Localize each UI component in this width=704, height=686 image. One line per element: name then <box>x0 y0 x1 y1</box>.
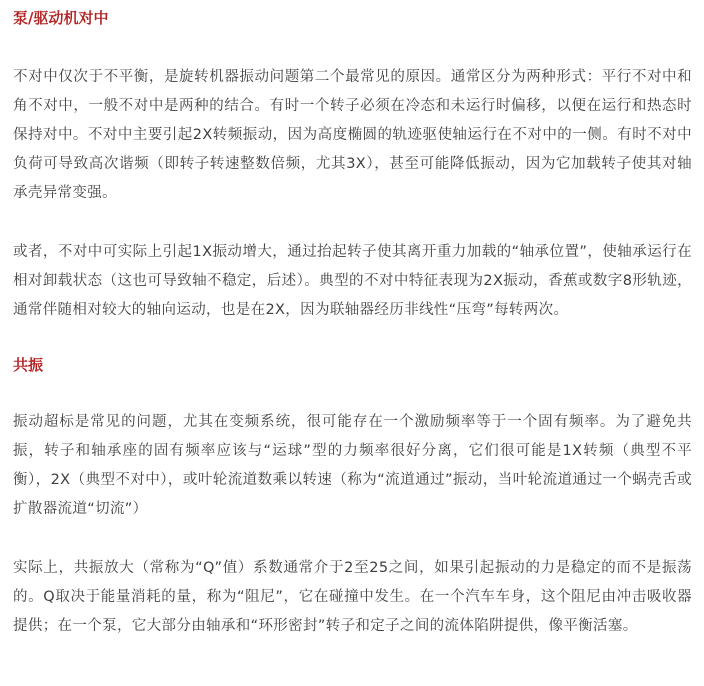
paragraph-resonance-damping: 实际上，共振放大（常称为“Q”值）系数通常介于2至25之间，如果引起振动的力是稳定的而不是振荡的。Q取决于能量消耗的量，称为“阻尼”，它在碰撞中发生。在一个汽车车身，这个阻尼由冲击吸收器提供；在一个泵，它大部分由轴承和“环形密封”转子和定子之间的流体陷阱提供，像平衡活塞。 <box>13 560 692 634</box>
paragraph-misalignment-signature: 或者，不对中可实际上引起1X振动增大，通过抬起转子使其离开重力加载的“轴承位置”，使轴承运行在相对卸载状态（这也可导致轴不稳定，后述）。典型的不对中特征表现为2X振动，香蕉或数字8形轨迹，通常伴随相对较大的轴向运动，也是在2X，因为联轴器经历非线性“压弯”每转两次。 <box>13 244 692 318</box>
paragraph-misalignment-intro: 不对中仅次于不平衡，是旋转机器振动问题第二个最常见的原因。通常区分为两种形式：平行不对中和角不对中，一般不对中是两种的结合。有时一个转子必须在冷态和未运行时偏移，以便在运行和热态时保持对中。不对中主要引起2X转频振动，因为高度椭圆的轨迹驱使轴运行在不对中的一侧。有时不对中负荷可导致高次谐频（即转子转速整数倍频，尤其3X），甚至可能降低振动，因为它加载转子使其对轴承壳异常变强。 <box>13 69 692 201</box>
section-heading-alignment: 泵/驱动机对中 <box>13 9 109 27</box>
section-heading-resonance: 共振 <box>13 356 44 374</box>
paragraph-resonance-intro: 振动超标是常见的问题，尤其在变频系统，很可能存在一个激励频率等于一个固有频率。为了避免共振，转子和轴承座的固有频率应该与“运球”型的力频率很好分离，它们很可能是1X转频（典型不平衡），2X（典型不对中），或叶轮流道数乘以转速（称为“流道通过”振动，当叶轮流道通过一个蜗壳舌或扩散器流道“切流”） <box>13 414 692 517</box>
